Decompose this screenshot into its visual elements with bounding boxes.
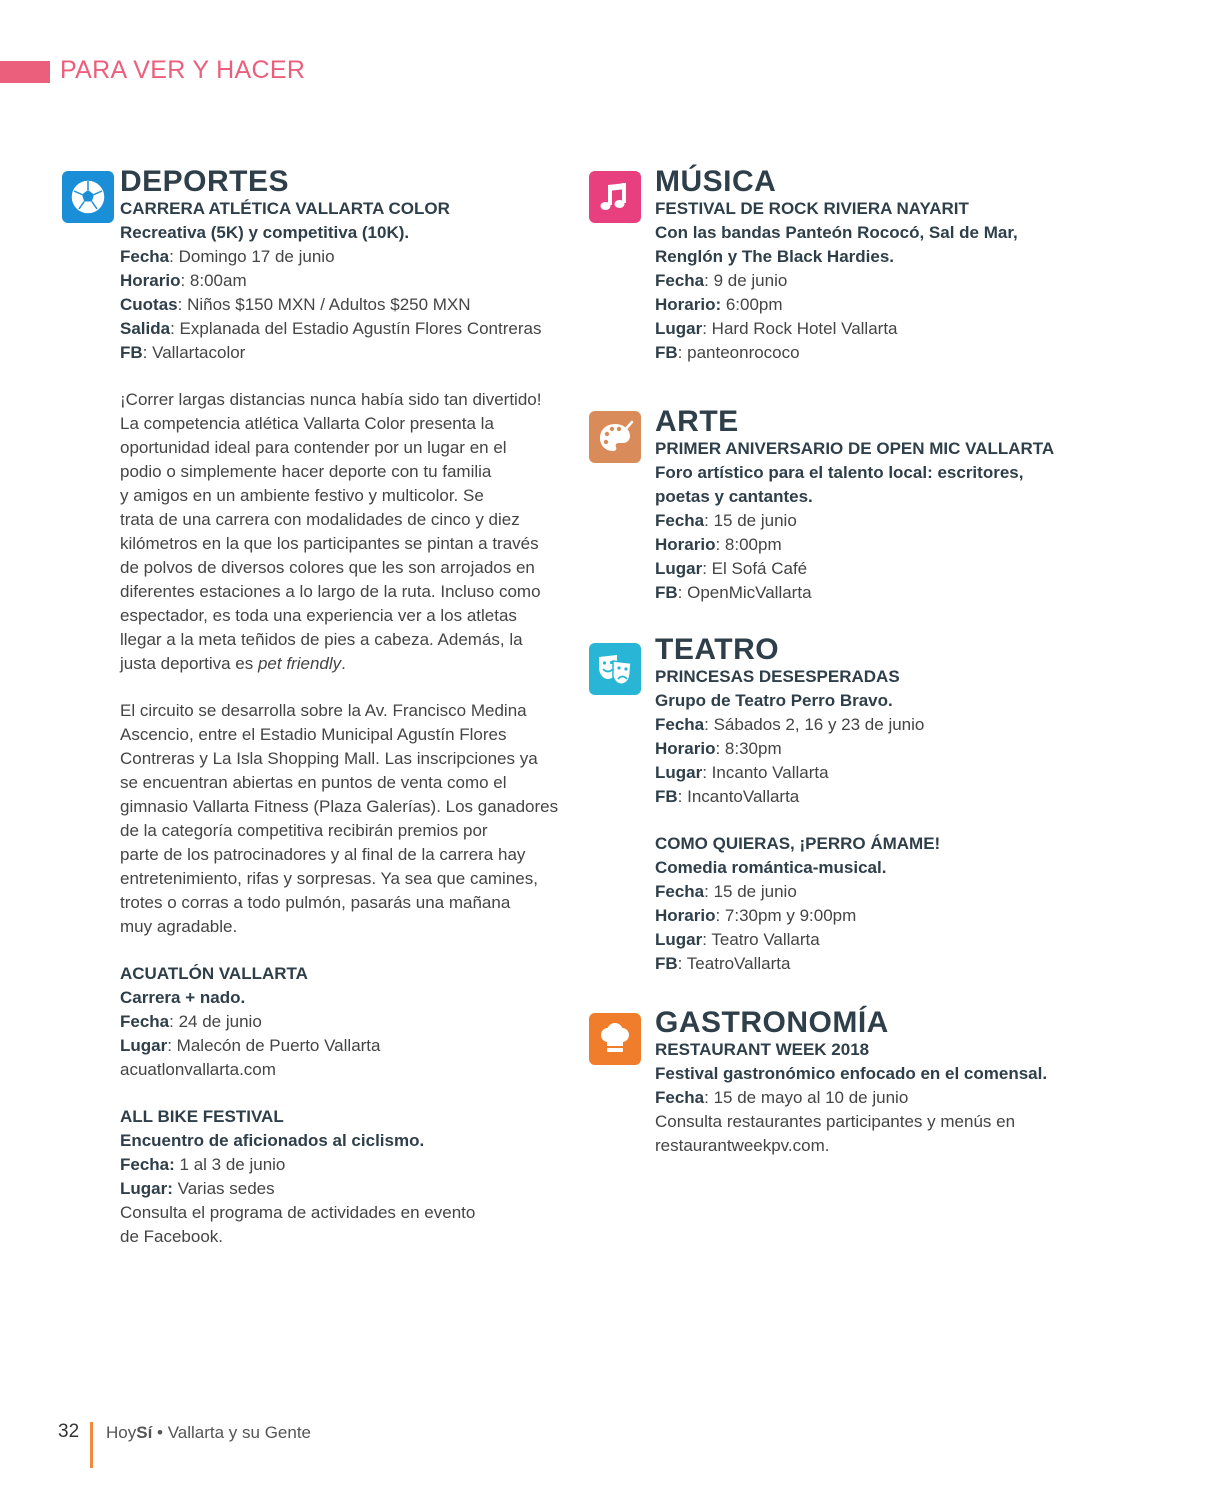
event-title: FESTIVAL DE ROCK RIVIERA NAYARIT <box>655 199 969 218</box>
event-date: Fecha: 9 de junio <box>655 271 788 290</box>
event-date: Fecha: 15 de mayo al 10 de junio <box>655 1088 909 1107</box>
event-subtitle: Con las bandas Panteón Rococó, Sal de Mar, <box>655 223 1018 242</box>
publication-name: HoySí • Vallarta y su Gente <box>106 1423 312 1442</box>
event-princesas <box>655 665 1215 809</box>
event-note: Consulta restaurantes participantes y menús en <box>655 1112 1016 1131</box>
event-time: Horario: 7:30pm y 9:00pm <box>655 906 857 925</box>
event-subtitle: Encuentro de aficionados al ciclismo. <box>120 1131 425 1150</box>
event-fees: Cuotas: Niños $150 MXN / Adultos $250 MXN <box>120 295 471 314</box>
event-facebook: FB: TeatroVallarta <box>655 954 791 973</box>
event-como-quieras <box>655 832 1215 976</box>
event-place: Lugar: Varias sedes <box>120 1179 275 1198</box>
section-heading: ARTE <box>655 405 739 438</box>
section-teatro <box>655 635 1215 976</box>
event-start: Salida: Explanada del Estadio Agustín Flores Contreras <box>120 319 542 338</box>
section-heading: TEATRO <box>655 633 780 666</box>
event-note: Consulta el programa de actividades en evento <box>120 1203 476 1222</box>
event-date: Fecha: Sábados 2, 16 y 23 de junio <box>655 715 925 734</box>
event-subtitle: Grupo de Teatro Perro Bravo. <box>655 691 893 710</box>
event-description: El circuito se desarrolla sobre la Av. Francisco Medina Ascencio, entre el Estadio Municipal Agustín Flores Contreras y La Isla Shopping Mall. Las inscripciones ya se encuentran abiertas en puntos de venta como el gimnasio Vallarta Fitness (Plaza Galerías). Los ganadores de la categoría competitiva recibirán premios por parte de los patrocinadores y al final de la carrera hay entretenimiento, rifas y sorpresas. Ya sea que camines, trotes o corras a todo pulmón, pasarás una mañana muy agradable. <box>120 701 559 936</box>
event-subtitle: poetas y cantantes. <box>655 487 813 506</box>
event-place: Lugar: Malecón de Puerto Vallarta <box>120 1036 381 1055</box>
page-title: PARA VER Y HACER <box>60 56 306 84</box>
event-title: ACUATLÓN VALLARTA <box>120 964 308 983</box>
section-heading: GASTRONOMÍA <box>655 1006 889 1039</box>
section-musica <box>655 167 1215 365</box>
event-subtitle: Comedia romántica-musical. <box>655 858 887 877</box>
event-description: ¡Correr largas distancias nunca había sido tan divertido! La competencia atlética Vallarta Color presenta la oportunidad ideal para contender por un lugar en el podio o simplemente hacer deporte con tu familia y amigos en un ambiente festivo y multicolor. Se trata de una carrera con modalidades de cinco y diez kilómetros en la que los participantes se pintan a través de polvos de diversos colores que les son arrojados en diferentes estaciones a lo largo de la ruta. Incluso como espectador, es toda una experiencia ver a los atletas llegar a la meta teñidos de pies a cabeza. Además, la justa deportiva es pet friendly. <box>120 390 542 673</box>
event-place: Lugar: El Sofá Café <box>655 559 808 578</box>
event-facebook: FB: panteonrococo <box>655 343 800 362</box>
event-date: Fecha: 1 al 3 de junio <box>120 1155 286 1174</box>
page-number: 32 <box>58 1421 80 1442</box>
event-time: Horario: 8:00pm <box>655 535 782 554</box>
event-title: COMO QUIERAS, ¡PERRO ÁMAME! <box>655 834 941 853</box>
chef-hat-icon <box>589 1013 641 1065</box>
event-title: RESTAURANT WEEK 2018 <box>655 1040 870 1059</box>
event-place: Lugar: Incanto Vallarta <box>655 763 829 782</box>
event-place: Lugar: Hard Rock Hotel Vallarta <box>655 319 898 338</box>
section-heading: MÚSICA <box>655 165 777 198</box>
event-date: Fecha: 24 de junio <box>120 1012 262 1031</box>
footer-divider <box>90 1422 93 1468</box>
soccer-ball-icon <box>62 171 114 223</box>
event-facebook: FB: Vallartacolor <box>120 343 246 362</box>
event-date: Fecha: 15 de junio <box>655 882 797 901</box>
event-title: PRIMER ANIVERSARIO DE OPEN MIC VALLARTA <box>655 439 1055 458</box>
palette-icon <box>589 411 641 463</box>
event-date: Fecha: 15 de junio <box>655 511 797 530</box>
event-acuatlon <box>120 962 560 1082</box>
event-title: PRINCESAS DESESPERADAS <box>655 667 900 686</box>
event-time: Horario: 8:00am <box>120 271 247 290</box>
event-note: de Facebook. <box>120 1227 224 1246</box>
theater-masks-icon <box>589 643 641 695</box>
event-facebook: FB: OpenMicVallarta <box>655 583 812 602</box>
event-note: restaurantweekpv.com. <box>655 1136 830 1155</box>
event-carrera <box>120 197 560 939</box>
event-place: Lugar: Teatro Vallarta <box>655 930 820 949</box>
event-facebook: FB: IncantoVallarta <box>655 787 800 806</box>
section-heading: DEPORTES <box>120 165 290 198</box>
header-accent-bar <box>0 61 50 83</box>
music-note-icon <box>589 171 641 223</box>
event-subtitle: Recreativa (5K) y competitiva (10K). <box>120 223 410 242</box>
event-time: Horario: 6:00pm <box>655 295 783 314</box>
section-arte <box>655 407 1215 605</box>
event-subtitle: Festival gastronómico enfocado en el comensal. <box>655 1064 1048 1083</box>
event-title: CARRERA ATLÉTICA VALLARTA COLOR <box>120 199 450 218</box>
event-title: ALL BIKE FESTIVAL <box>120 1107 284 1126</box>
event-subtitle: Carrera + nado. <box>120 988 246 1007</box>
event-subtitle: Foro artístico para el talento local: escritores, <box>655 463 1024 482</box>
event-website: acuatlonvallarta.com <box>120 1060 276 1079</box>
event-date: Fecha: Domingo 17 de junio <box>120 247 335 266</box>
event-bike-festival <box>120 1105 560 1249</box>
section-deportes <box>120 167 560 1249</box>
section-gastronomia <box>655 1008 1215 1158</box>
event-time: Horario: 8:30pm <box>655 739 782 758</box>
event-subtitle: Renglón y The Black Hardies. <box>655 247 895 266</box>
